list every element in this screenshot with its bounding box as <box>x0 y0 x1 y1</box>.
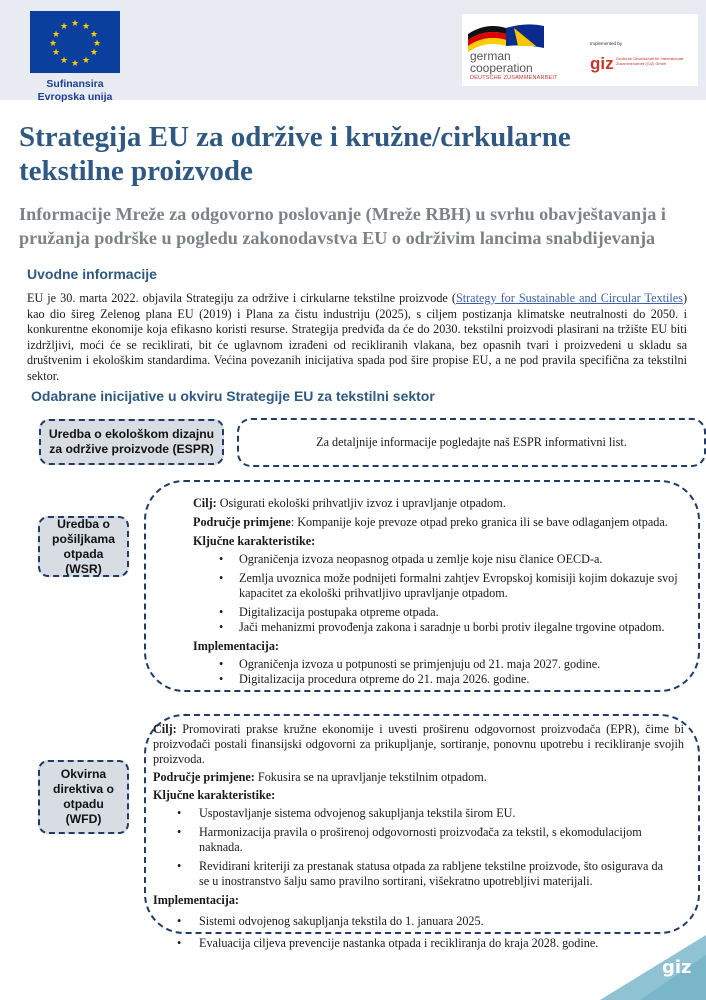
list-item: • Digitalizacija procedura otpreme do 21. maja 2026. godine. <box>193 672 693 687</box>
wsr-features-list <box>193 552 693 635</box>
svg-text:★: ★ <box>51 48 61 58</box>
svg-text:★: ★ <box>89 30 99 40</box>
german-cooperation-logo: german cooperation DEUTSCHE ZUSAMMENARBEIT <box>470 49 558 81</box>
svg-text:★: ★ <box>70 19 80 29</box>
initiatives-heading: Odabrane inicijative u okviru Strategije EU za tekstilni sektor <box>31 388 435 404</box>
wfd-label: Okvirna direktiva o otpadu (WFD) <box>38 760 129 834</box>
page-title: Strategija EU za održive i kružne/cirkularne tekstilne proizvode <box>19 121 571 187</box>
svg-text:★: ★ <box>92 39 102 49</box>
svg-text:★: ★ <box>89 48 99 58</box>
page-subtitle: Informacije Mreže za odgovorno poslovanje (Mreže RBH) u svrhu obavještavanja i pružanja podrške u pogledu zakonodavstva EU o održivim lancima snabdijevanja <box>19 204 666 248</box>
giz-logo: giz <box>590 54 614 73</box>
wsr-impl-list <box>193 657 693 687</box>
svg-text:★: ★ <box>48 39 58 49</box>
eu-caption: Sufinansira Evropska unija <box>37 78 113 103</box>
giz-full-name: Deutsche Gesellschaft für Internationale Zusammenarbeit (GIZ) GmbH <box>616 57 684 66</box>
list-item: • Zemlja uvoznica može podnijeti formalni zahtjev Evropskoj komisiji kojim dokazuje svoj kapacitet za ekološki prihvatljivo upravljanje otpadom. <box>193 571 693 601</box>
list-item: • Harmonizacija pravila o proširenoj odgovornosti proizvođača za tekstil, s ekomodulacijom naknada. <box>153 825 663 855</box>
implemented-by-label: Implemented by <box>590 41 623 46</box>
footer-giz-text: giz <box>662 957 692 978</box>
espr-info-text: Za detaljnije informacije pogledajte naš ESPR informativni list. <box>316 435 627 449</box>
giz-corner-logo <box>600 935 706 1000</box>
svg-text:★: ★ <box>70 59 80 69</box>
svg-text:★: ★ <box>59 22 69 32</box>
list-item: • Ograničenja izvoza u potpunosti se primjenjuju od 21. maja 2027. godine. <box>193 657 693 672</box>
partner-logos <box>462 14 698 86</box>
eu-flag-icon <box>30 11 120 73</box>
intro-text: EU je 30. marta 2022. objavila Strategiju za održive i cirkularne tekstilne proizvode (Strategy for Sustainable and Circular Textiles) kao dio šireg Zelenog plana EU (2019) i Plana za čistu industriju (2025), s ciljem postizanja klimatske neutralnosti do 2050. i konkurentne ekonomije koja efikasno koristi resurse. Strategija predviđa da će do 2030. tekstilni proizvodi plasirani na tržište EU biti izdržljivi, moći će se reciklirati, bit će uglavnom izrađeni od recikliranih vlakana, bez opasnih tvari i proizvedeni u skladu sa društvenim i ekološkim standardima. Većina povezanih inicijativa spada pod šire propise EU, a ne pod pravila specifična za tekstilni sektor. <box>27 291 687 383</box>
list-item: • Uspostavljanje sistema odvojenog sakupljanja tekstila širom EU. <box>153 806 663 821</box>
list-item: • Jači mehanizmi provođenja zakona i saradnje u borbi protiv ilegalne trgovine otpadom. <box>193 620 693 635</box>
wfd-features-list <box>153 806 663 889</box>
list-item: • Revidirani kriteriji za prestanak statusa otpada za rabljene tekstilne proizvode, što osigurava da se u inostranstvo šalju samo pravilno sortirani, višekratno upotrebljivi materijali. <box>153 859 663 889</box>
intro-heading: Uvodne informacije <box>27 266 157 282</box>
wsr-content: Cilj: Osigurati ekološki prihvatljiv izvoz i upravljanje otpadom. Područje primjene: Kompanije koje prevoze otpad preko granica ili se bave odlaganjem otpada. Ključne karakteristike: • Ograničenja izvoza neopasnog otpada u zemlje koje nisu članice OECD-a. • Zemlja uvoznica može podnijeti formalni zahtjev Evropskoj komisiji kojim dokazuje svoj kapacitet za ekološki prihvatljivo upravljanje otpadom. • Digitalizacija postupaka otpreme otpada. • Jači mehanizmi provođenja zakona i saradnje u borbi protiv ilegalne trgovine otpadom. Implementacija: • Ograničenja izvoza u potpunosti se primjenjuju od 21. maja 2027. godine. • Digitalizacija procedura otpreme do 21. maja 2026. godine. <box>193 496 693 691</box>
list-item: • Evaluacija ciljeva prevencije nastanka otpada i recikliranja do kraja 2028. godine. <box>153 936 684 951</box>
list-item: • Digitalizacija postupaka otpreme otpada. <box>193 605 693 620</box>
wsr-label: Uredba o pošiljkama otpada (WSR) <box>38 516 129 577</box>
list-item: • Ograničenja izvoza neopasnog otpada u zemlje koje nisu članice OECD-a. <box>193 552 693 567</box>
strategy-link[interactable]: Strategy for Sustainable and Circular Textiles <box>455 291 683 305</box>
svg-text:★: ★ <box>81 56 91 66</box>
wfd-content: Cilj: Promovirati prakse kružne ekonomije i uvesti proširenu odgovornost proizvođača (EPR), čime bi proizvođači postali finansijski odgovorni za prikupljanje, sortiranje, ponovnu upotrebu i recikliranje svojih proizvoda. Područje primjene: Fokusira se na upravljanje tekstilnim otpadom. Ključne karakteristike: • Uspostavljanje sistema odvojenog sakupljanja tekstila širom EU. • Harmonizacija pravila o proširenoj odgovornosti proizvođača za tekstil, s ekomodulacijom naknada. • Revidirani kriteriji za prestanak statusa otpada za rabljene tekstilne proizvode, što osigurava da se u inostranstvo šalju samo pravilno sortirani, višekratno upotrebljivi materijali. Implementacija: • Sistemi odvojenog sakupljanja tekstila do 1. januara 2025. • Evaluacija ciljeva prevencije nastanka otpada i recikliranja do kraja 2028. godine. <box>153 722 684 955</box>
svg-text:★: ★ <box>59 56 69 66</box>
header-band <box>0 0 706 103</box>
espr-label: Uredba o ekološkom dizajnu za održive proizvode (ESPR) <box>39 419 224 465</box>
espr-info-box <box>237 418 706 467</box>
list-item: • Sistemi odvojenog sakupljanja tekstila do 1. januara 2025. <box>153 914 684 929</box>
svg-text:★: ★ <box>81 22 91 32</box>
svg-text:★: ★ <box>51 30 61 40</box>
